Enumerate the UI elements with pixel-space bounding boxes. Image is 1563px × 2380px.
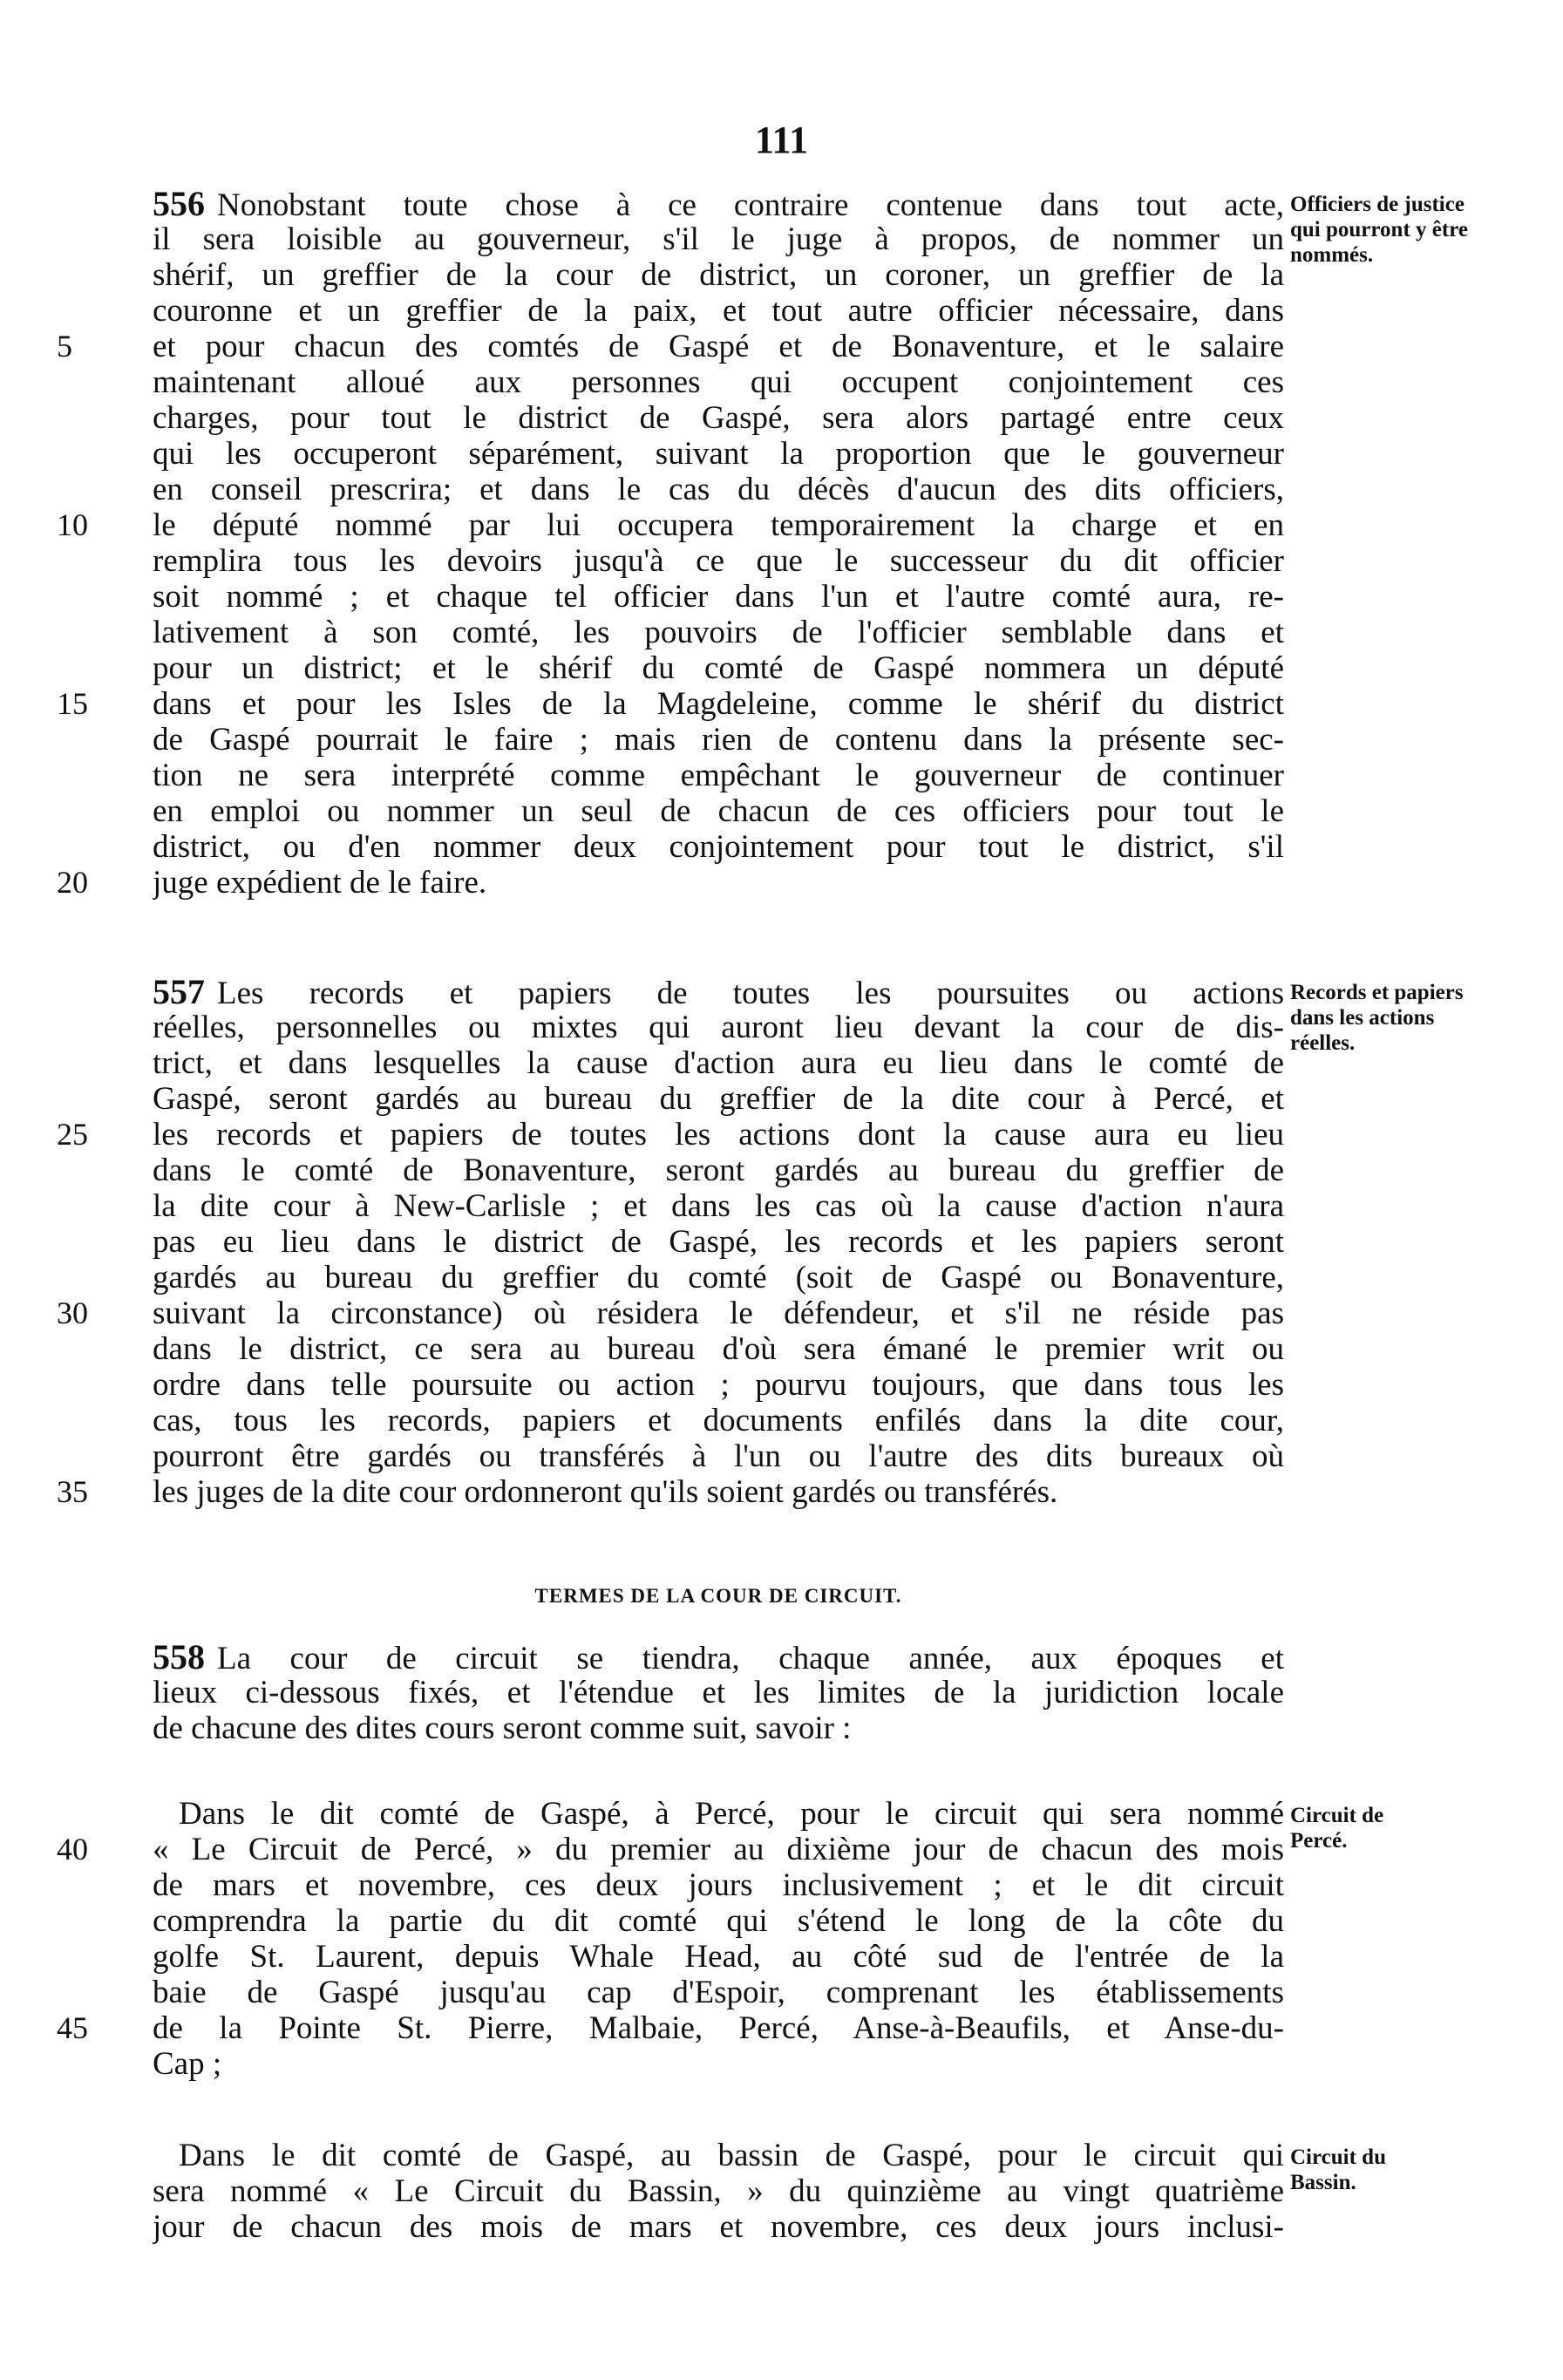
text-line: soit nommé ; et chaque tel officier dans l'un et l'autre comté aura, re- xyxy=(153,579,1284,615)
text-line: baie de Gaspé jusqu'au cap d'Espoir, comprenant les établissements xyxy=(153,1975,1284,2010)
text-line: comprendra la partie du dit comté qui s'étend le long de la côte du xyxy=(153,1903,1284,1939)
text-line: shérif, un greffier de la cour de district, un coroner, un greffier de la xyxy=(153,257,1284,293)
text-line: pas eu lieu dans le district de Gaspé, les records et les papiers seront xyxy=(153,1224,1284,1260)
margin-note-perce: Circuit de Percé. xyxy=(1290,1804,1384,1853)
circuit-bassin-paragraph xyxy=(153,2138,1284,2245)
circuit-perce-paragraph xyxy=(57,1796,1284,2082)
section-number: 556 xyxy=(153,186,205,221)
text-line: dans le comté de Bonaventure, seront gardés au bureau du greffier de xyxy=(153,1153,1284,1188)
text-line: cas, tous les records, papiers et documents enfilés dans la dite cour, xyxy=(153,1403,1284,1438)
text-line: lieux ci-dessous fixés, et l'étendue et les limites de la juridiction locale xyxy=(153,1675,1284,1710)
text-line: en conseil prescrira; et dans le cas du décès d'aucun des dits officiers, xyxy=(153,472,1284,507)
text-line: district, ou d'en nommer deux conjointement pour tout le district, s'il xyxy=(153,829,1284,865)
margin-note-556: Officiers de justice qui pourront y être nommés. xyxy=(1290,193,1468,267)
text-line: gardés au bureau du greffier du comté (soit de Gaspé ou Bonaventure, xyxy=(153,1260,1284,1295)
section-heading: TERMES DE LA COUR DE CIRCUIT. xyxy=(534,1585,902,1607)
margin-note-bassin: Circuit du Bassin. xyxy=(1290,2145,1386,2194)
text-line: dans le district, ce sera au bureau d'où sera émané le premier writ ou xyxy=(153,1331,1284,1367)
text-line: qui les occuperont séparément, suivant la proportion que le gouverneur xyxy=(153,436,1284,472)
text-line: 15 dans et pour les Isles de la Magdeleine, comme le shérif du district xyxy=(57,686,1284,722)
text-line: Dans le dit comté de Gaspé, au bassin de Gaspé, pour le circuit qui xyxy=(179,2138,1284,2173)
text-line: de chacune des dites cours seront comme suit, savoir : xyxy=(153,1710,852,1746)
text-line: 35 les juges de la dite cour ordonneront qu'ils soient gardés ou transférés. xyxy=(57,1474,1058,1510)
text-line: 20 juge expédient de le faire. xyxy=(57,865,487,901)
page-number: 111 xyxy=(754,119,809,161)
text-line: 45 de la Pointe St. Pierre, Malbaie, Percé, Anse-à-Beaufils, et Anse-du- xyxy=(57,2010,1284,2046)
text-line: charges, pour tout le district de Gaspé, sera alors partagé entre ceux xyxy=(153,400,1284,436)
text-line: réelles, personnelles ou mixtes qui auront lieu devant la cour de dis- xyxy=(153,1010,1284,1045)
text-line: Dans le dit comté de Gaspé, à Percé, pour le circuit qui sera nommé xyxy=(179,1796,1284,1832)
text-line: lativement à son comté, les pouvoirs de l'officier semblable dans et xyxy=(153,615,1284,650)
text-line: maintenant alloué aux personnes qui occupent conjointement ces xyxy=(153,364,1284,400)
text-line: la dite cour à New-Carlisle ; et dans les cas où la cause d'action n'aura xyxy=(153,1188,1284,1224)
text-line: couronne et un greffier de la paix, et tout autre officier nécessaire, dans xyxy=(153,293,1284,329)
text-line: 30 suivant la circonstance) où résidera le défendeur, et s'il ne réside pas xyxy=(57,1295,1284,1331)
text-line: 558 La cour de circuit se tiendra, chaque année, aux époques et xyxy=(153,1639,1284,1675)
text-line: pour un district; et le shérif du comté de Gaspé nommera un député xyxy=(153,650,1284,686)
text-line: tion ne sera interprété comme empêchant le gouverneur de continuer xyxy=(153,758,1284,793)
section-556 xyxy=(57,186,1284,901)
text-line: sera nommé « Le Circuit du Bassin, » du quinzième au vingt quatrième xyxy=(153,2173,1284,2209)
text-line: de Gaspé pourrait le faire ; mais rien de contenu dans la présente sec- xyxy=(153,722,1284,758)
text-line: Gaspé, seront gardés au bureau du greffier de la dite cour à Percé, et xyxy=(153,1081,1284,1117)
section-557 xyxy=(57,974,1284,1510)
text-line: en emploi ou nommer un seul de chacun de ces officiers pour tout le xyxy=(153,793,1284,829)
text-line: trict, et dans lesquelles la cause d'action aura eu lieu dans le comté de xyxy=(153,1045,1284,1081)
text-line: 5 et pour chacun des comtés de Gaspé et de Bonaventure, et le salaire xyxy=(57,329,1284,364)
text-line: Cap ; xyxy=(153,2046,222,2082)
margin-note-557: Records et papiers dans les actions réelles. xyxy=(1290,981,1464,1055)
text-line: 40 « Le Circuit de Percé, » du premier au dixième jour de chacun des mois xyxy=(57,1832,1284,1867)
text-line: 556 Nonobstant toute chose à ce contraire contenue dans tout acte, xyxy=(153,186,1284,221)
section-number: 558 xyxy=(153,1639,205,1675)
text-line: 557 Les records et papiers de toutes les poursuites ou actions xyxy=(153,974,1284,1010)
text-line: golfe St. Laurent, depuis Whale Head, au côté sud de l'entrée de la xyxy=(153,1939,1284,1975)
text-line: jour de chacun des mois de mars et novembre, ces deux jours inclusi- xyxy=(153,2209,1284,2245)
text-line: ordre dans telle poursuite ou action ; pourvu toujours, que dans tous les xyxy=(153,1367,1284,1403)
section-number: 557 xyxy=(153,974,205,1010)
text-line: remplira tous les devoirs jusqu'à ce que le successeur du dit officier xyxy=(153,543,1284,579)
section-558 xyxy=(153,1639,1284,1746)
text-line: pourront être gardés ou transférés à l'un ou l'autre des dits bureaux où xyxy=(153,1438,1284,1474)
text-line: 25 les records et papiers de toutes les actions dont la cause aura eu lieu xyxy=(57,1117,1284,1153)
text-line: 10 le député nommé par lui occupera temporairement la charge et en xyxy=(57,507,1284,543)
text-line: de mars et novembre, ces deux jours inclusivement ; et le dit circuit xyxy=(153,1867,1284,1903)
text-line: il sera loisible au gouverneur, s'il le juge à propos, de nommer un xyxy=(153,221,1284,257)
